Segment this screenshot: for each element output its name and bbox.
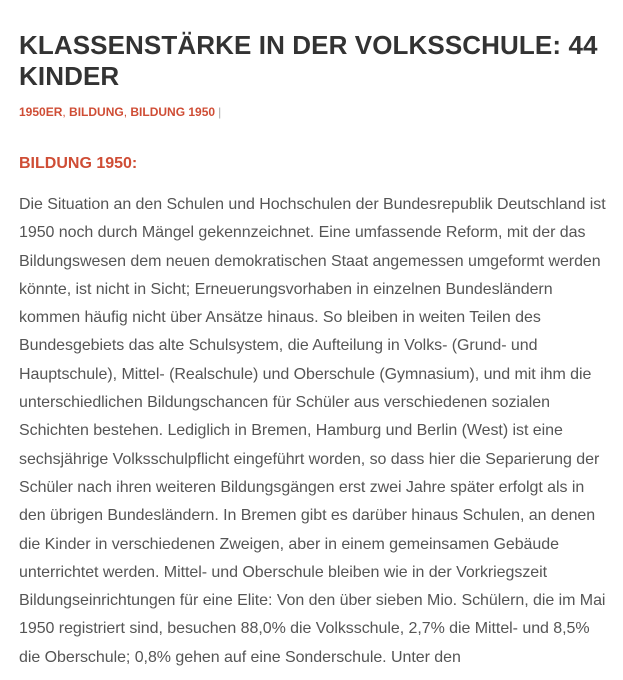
category-link-bildung[interactable]: BILDUNG [69,105,124,119]
section-heading: BILDUNG 1950: [19,155,138,172]
category-comma: , [62,105,70,119]
category-list [19,104,609,120]
category-link-1950er[interactable]: 1950ER [19,105,63,119]
meta-separator: | [218,105,222,119]
category-comma: , [123,105,131,119]
article-body: Die Situation an den Schulen und Hochschulen der Bundesrepublik Deutschland ist 1950 noch durch Mängel gekennzeichnet. Eine umfassende Reform, mit der das Bildungswesen dem neuen demokratischen Staat angemessen umgeformt werden könnte, ist nicht in Sicht; Erneuerungsvorhaben in einzelnen Bundesländern kommen häufig nicht über Ansätze hinaus. So bleiben in weiten Teilen des Bundesgebiets das alte Schulsystem, die Aufteilung in Volks- (Grund- und Hauptschule), Mittel- (Realschule) und Oberschule (Gymnasium), und mit ihm die unterschiedlichen Bildungschancen für Schüler aus verschiedenen sozialen Schichten bestehen. Lediglich in Bremen, Hamburg und Berlin (West) ist eine sechsjährige Volksschulpflicht eingeführt worden, so dass hier die Separierung der Schüler nach ihren weiteren Bildungsgängen erst zwei Jahre später erfolgt als in den übrigen Bundesländern. In Bremen gibt es darüber hinaus Schulen, an denen die Kinder in verschiedenen Zweigen, aber in einem gemeinsamen Gebäude unterrichtet werden. Mittel- und Oberschule bleiben wie in der Vorkriegszeit Bildungseinrichtungen für eine Elite: Von den über sieben Mio. Schülern, die im Mai 1950 registriert sind, besuchen 88,0% die Volksschule, 2,7% die Mittel- und 8,5% die Oberschule; 0,8% gehen auf eine Sonderschule. Unter den [19,196,606,666]
article-title: KLASSENSTÄRKE IN DER VOLKSSCHULE: 44 KINDER [19,30,598,91]
article [19,30,609,672]
category-link-bildung-1950[interactable]: BILDUNG 1950 [130,105,216,119]
